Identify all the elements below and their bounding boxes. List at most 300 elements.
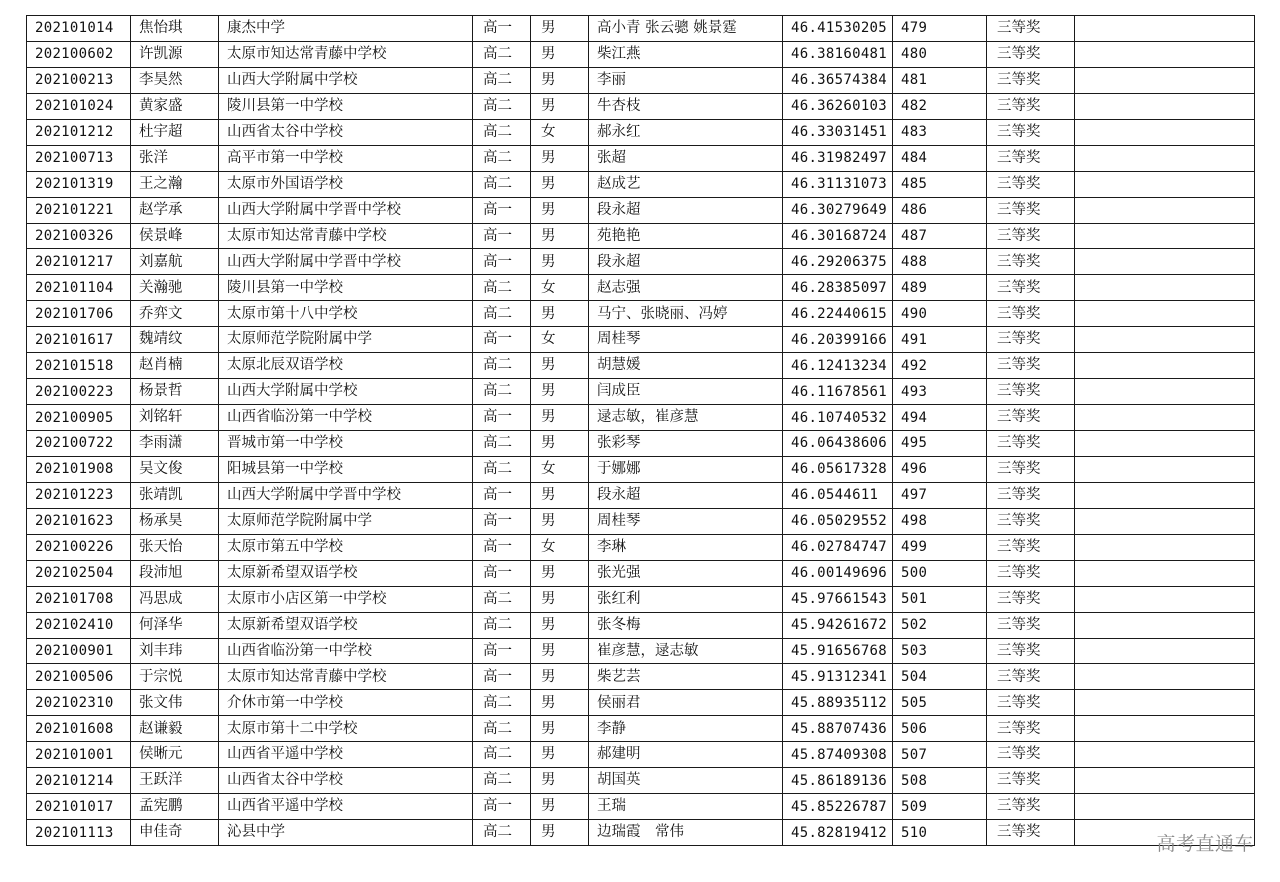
cell-gender: 男 [531,586,589,612]
cell-grade: 高一 [473,16,531,42]
cell-name: 赵肖楠 [131,353,219,379]
cell-score: 46.41530205 [783,16,893,42]
cell-id: 202100901 [27,638,131,664]
cell-gender: 女 [531,119,589,145]
cell-award: 三等奖 [987,93,1075,119]
cell-teacher: 郝永红 [589,119,783,145]
cell-award: 三等奖 [987,482,1075,508]
cell-grade: 高二 [473,119,531,145]
cell-school: 太原市知达常青藤中学校 [219,223,473,249]
cell-school: 太原市外国语学校 [219,171,473,197]
cell-name: 张洋 [131,145,219,171]
cell-name: 赵谦毅 [131,716,219,742]
cell-teacher: 边瑞霞 常伟 [589,820,783,846]
cell-school: 介休市第一中学校 [219,690,473,716]
cell-remark [1075,482,1255,508]
cell-score: 46.31131073 [783,171,893,197]
table-row [27,664,1255,690]
table-row [27,794,1255,820]
cell-gender: 男 [531,820,589,846]
cell-award: 三等奖 [987,768,1075,794]
cell-name: 刘嘉航 [131,249,219,275]
cell-award: 三等奖 [987,794,1075,820]
cell-remark [1075,16,1255,42]
cell-rank: 506 [893,716,987,742]
cell-name: 焦怡琪 [131,16,219,42]
cell-award: 三等奖 [987,249,1075,275]
cell-score: 45.88707436 [783,716,893,742]
cell-rank: 497 [893,482,987,508]
table-row [27,482,1255,508]
cell-score: 46.0544611 [783,482,893,508]
cell-remark [1075,249,1255,275]
cell-score: 46.05617328 [783,456,893,482]
cell-remark [1075,586,1255,612]
cell-teacher: 张光强 [589,560,783,586]
cell-teacher: 李静 [589,716,783,742]
cell-grade: 高二 [473,275,531,301]
cell-teacher: 柴江燕 [589,41,783,67]
cell-grade: 高一 [473,560,531,586]
cell-id: 202101017 [27,794,131,820]
cell-id: 202102504 [27,560,131,586]
cell-name: 刘铭轩 [131,405,219,431]
table-body [27,16,1255,846]
cell-rank: 503 [893,638,987,664]
cell-gender: 男 [531,223,589,249]
table-row [27,379,1255,405]
cell-name: 张靖凯 [131,482,219,508]
cell-school: 太原市第十八中学校 [219,301,473,327]
cell-award: 三等奖 [987,716,1075,742]
cell-award: 三等奖 [987,534,1075,560]
table-row [27,327,1255,353]
cell-teacher: 张红利 [589,586,783,612]
cell-name: 冯思成 [131,586,219,612]
cell-score: 46.10740532 [783,405,893,431]
cell-teacher: 李琳 [589,534,783,560]
cell-name: 段沛旭 [131,560,219,586]
cell-name: 何泽华 [131,612,219,638]
cell-remark [1075,560,1255,586]
cell-grade: 高二 [473,742,531,768]
cell-teacher: 苑艳艳 [589,223,783,249]
cell-grade: 高一 [473,249,531,275]
cell-id: 202100223 [27,379,131,405]
cell-grade: 高一 [473,508,531,534]
cell-school: 太原北辰双语学校 [219,353,473,379]
cell-remark [1075,197,1255,223]
cell-award: 三等奖 [987,171,1075,197]
cell-score: 45.86189136 [783,768,893,794]
cell-grade: 高一 [473,794,531,820]
cell-remark [1075,119,1255,145]
cell-school: 太原市第五中学校 [219,534,473,560]
cell-school: 山西大学附属中学校 [219,379,473,405]
cell-remark [1075,67,1255,93]
cell-score: 46.38160481 [783,41,893,67]
table-row [27,249,1255,275]
cell-grade: 高一 [473,534,531,560]
cell-rank: 499 [893,534,987,560]
cell-teacher: 逯志敏，崔彦慧 [589,405,783,431]
cell-id: 202100722 [27,431,131,457]
cell-school: 太原师范学院附属中学 [219,508,473,534]
cell-teacher: 闫成臣 [589,379,783,405]
cell-rank: 493 [893,379,987,405]
cell-teacher: 张超 [589,145,783,171]
cell-name: 李昊然 [131,67,219,93]
cell-teacher: 郝建明 [589,742,783,768]
cell-remark [1075,456,1255,482]
cell-gender: 男 [531,560,589,586]
cell-teacher: 张彩琴 [589,431,783,457]
cell-gender: 男 [531,612,589,638]
table-row [27,586,1255,612]
cell-grade: 高二 [473,820,531,846]
cell-remark [1075,508,1255,534]
cell-remark [1075,534,1255,560]
cell-award: 三等奖 [987,431,1075,457]
cell-remark [1075,664,1255,690]
table-row [27,612,1255,638]
cell-remark [1075,223,1255,249]
cell-rank: 508 [893,768,987,794]
cell-id: 202102410 [27,612,131,638]
cell-score: 46.29206375 [783,249,893,275]
cell-rank: 500 [893,560,987,586]
cell-award: 三等奖 [987,405,1075,431]
cell-gender: 男 [531,353,589,379]
cell-name: 赵学承 [131,197,219,223]
cell-rank: 483 [893,119,987,145]
cell-award: 三等奖 [987,16,1075,42]
cell-teacher: 李丽 [589,67,783,93]
results-table [26,15,1255,846]
cell-teacher: 牛杏枝 [589,93,783,119]
cell-rank: 502 [893,612,987,638]
cell-id: 202101708 [27,586,131,612]
cell-gender: 男 [531,197,589,223]
cell-score: 45.91312341 [783,664,893,690]
table-row [27,275,1255,301]
cell-teacher: 胡国英 [589,768,783,794]
cell-id: 202101212 [27,119,131,145]
cell-id: 202101319 [27,171,131,197]
cell-remark [1075,41,1255,67]
cell-gender: 男 [531,664,589,690]
table-row [27,431,1255,457]
cell-school: 太原师范学院附属中学 [219,327,473,353]
cell-teacher: 侯丽君 [589,690,783,716]
cell-name: 杨承昊 [131,508,219,534]
cell-remark [1075,716,1255,742]
cell-rank: 509 [893,794,987,820]
table-row [27,41,1255,67]
cell-score: 46.22440615 [783,301,893,327]
cell-grade: 高二 [473,41,531,67]
table-row [27,119,1255,145]
cell-id: 202101217 [27,249,131,275]
cell-id: 202100602 [27,41,131,67]
cell-grade: 高一 [473,664,531,690]
cell-gender: 女 [531,275,589,301]
cell-rank: 485 [893,171,987,197]
table-row [27,301,1255,327]
cell-id: 202101223 [27,482,131,508]
cell-name: 刘丰玮 [131,638,219,664]
cell-award: 三等奖 [987,145,1075,171]
cell-grade: 高一 [473,197,531,223]
table-row [27,16,1255,42]
cell-gender: 女 [531,456,589,482]
cell-gender: 男 [531,716,589,742]
table-row [27,67,1255,93]
cell-award: 三等奖 [987,690,1075,716]
cell-name: 王之瀚 [131,171,219,197]
table-row [27,508,1255,534]
cell-school: 山西省平遥中学校 [219,794,473,820]
cell-name: 关瀚驰 [131,275,219,301]
cell-id: 202101214 [27,768,131,794]
cell-remark [1075,431,1255,457]
cell-gender: 男 [531,249,589,275]
cell-award: 三等奖 [987,327,1075,353]
cell-rank: 507 [893,742,987,768]
cell-school: 高平市第一中学校 [219,145,473,171]
cell-gender: 男 [531,431,589,457]
cell-school: 陵川县第一中学校 [219,93,473,119]
cell-rank: 481 [893,67,987,93]
cell-gender: 男 [531,482,589,508]
cell-id: 202100213 [27,67,131,93]
cell-award: 三等奖 [987,301,1075,327]
cell-school: 山西省太谷中学校 [219,768,473,794]
cell-score: 46.06438606 [783,431,893,457]
cell-teacher: 赵成艺 [589,171,783,197]
cell-rank: 486 [893,197,987,223]
cell-name: 张文伟 [131,690,219,716]
cell-remark [1075,742,1255,768]
cell-school: 太原新希望双语学校 [219,560,473,586]
cell-score: 46.30168724 [783,223,893,249]
cell-id: 202101104 [27,275,131,301]
cell-name: 魏靖纹 [131,327,219,353]
cell-school: 山西省太谷中学校 [219,119,473,145]
cell-remark [1075,638,1255,664]
cell-grade: 高二 [473,431,531,457]
cell-rank: 494 [893,405,987,431]
table-row [27,145,1255,171]
cell-award: 三等奖 [987,612,1075,638]
cell-name: 杜宇超 [131,119,219,145]
cell-award: 三等奖 [987,197,1075,223]
cell-remark [1075,768,1255,794]
cell-award: 三等奖 [987,41,1075,67]
cell-teacher: 段永超 [589,482,783,508]
table-row [27,820,1255,846]
cell-gender: 女 [531,534,589,560]
cell-grade: 高二 [473,93,531,119]
table-row [27,171,1255,197]
cell-score: 46.30279649 [783,197,893,223]
cell-rank: 505 [893,690,987,716]
cell-remark [1075,327,1255,353]
cell-score: 46.20399166 [783,327,893,353]
cell-remark [1075,353,1255,379]
cell-gender: 男 [531,16,589,42]
cell-name: 吴文俊 [131,456,219,482]
cell-name: 乔弈文 [131,301,219,327]
table-row [27,93,1255,119]
cell-remark [1075,690,1255,716]
cell-teacher: 柴艺芸 [589,664,783,690]
cell-school: 山西大学附属中学晋中学校 [219,482,473,508]
cell-gender: 男 [531,67,589,93]
cell-name: 侯景峰 [131,223,219,249]
cell-rank: 480 [893,41,987,67]
table-row [27,197,1255,223]
cell-name: 于宗悦 [131,664,219,690]
cell-name: 杨景哲 [131,379,219,405]
cell-gender: 女 [531,327,589,353]
cell-gender: 男 [531,742,589,768]
cell-name: 王跃洋 [131,768,219,794]
watermark-text: 高考直通车 [1156,833,1254,855]
cell-school: 沁县中学 [219,820,473,846]
cell-gender: 男 [531,508,589,534]
cell-id: 202101908 [27,456,131,482]
table-row [27,690,1255,716]
cell-grade: 高二 [473,768,531,794]
cell-teacher: 马宁、张晓丽、冯婷 [589,301,783,327]
cell-remark [1075,93,1255,119]
cell-school: 山西大学附属中学晋中学校 [219,249,473,275]
cell-grade: 高二 [473,586,531,612]
cell-rank: 504 [893,664,987,690]
cell-teacher: 胡慧媛 [589,353,783,379]
cell-id: 202101014 [27,16,131,42]
cell-teacher: 段永超 [589,197,783,223]
cell-teacher: 周桂琴 [589,327,783,353]
cell-school: 山西省平遥中学校 [219,742,473,768]
table-row [27,405,1255,431]
cell-rank: 501 [893,586,987,612]
cell-award: 三等奖 [987,586,1075,612]
cell-id: 202101001 [27,742,131,768]
table-row [27,716,1255,742]
cell-score: 46.36260103 [783,93,893,119]
cell-name: 李雨潇 [131,431,219,457]
table-row [27,456,1255,482]
cell-id: 202101617 [27,327,131,353]
cell-score: 46.11678561 [783,379,893,405]
cell-id: 202102310 [27,690,131,716]
cell-name: 侯晰元 [131,742,219,768]
cell-score: 45.88935112 [783,690,893,716]
cell-school: 太原市小店区第一中学校 [219,586,473,612]
cell-gender: 男 [531,690,589,716]
cell-grade: 高二 [473,145,531,171]
cell-award: 三等奖 [987,119,1075,145]
cell-rank: 492 [893,353,987,379]
cell-id: 202101706 [27,301,131,327]
cell-grade: 高一 [473,223,531,249]
cell-school: 阳城县第一中学校 [219,456,473,482]
cell-gender: 男 [531,41,589,67]
cell-remark [1075,379,1255,405]
cell-school: 山西大学附属中学晋中学校 [219,197,473,223]
cell-name: 张天怡 [131,534,219,560]
table-row [27,353,1255,379]
cell-teacher: 赵志强 [589,275,783,301]
cell-gender: 男 [531,794,589,820]
cell-remark [1075,612,1255,638]
cell-rank: 488 [893,249,987,275]
table-row [27,560,1255,586]
cell-grade: 高二 [473,716,531,742]
cell-school: 康杰中学 [219,16,473,42]
cell-score: 46.31982497 [783,145,893,171]
cell-rank: 491 [893,327,987,353]
cell-grade: 高二 [473,612,531,638]
cell-award: 三等奖 [987,638,1075,664]
cell-score: 46.33031451 [783,119,893,145]
cell-teacher: 王瑞 [589,794,783,820]
cell-award: 三等奖 [987,742,1075,768]
cell-grade: 高一 [473,327,531,353]
cell-school: 太原市第十二中学校 [219,716,473,742]
cell-award: 三等奖 [987,275,1075,301]
cell-score: 46.36574384 [783,67,893,93]
cell-grade: 高二 [473,379,531,405]
cell-gender: 男 [531,405,589,431]
cell-grade: 高二 [473,690,531,716]
cell-rank: 510 [893,820,987,846]
cell-id: 202100905 [27,405,131,431]
cell-grade: 高二 [473,456,531,482]
cell-school: 山西大学附属中学校 [219,67,473,93]
cell-name: 申佳奇 [131,820,219,846]
cell-grade: 高一 [473,638,531,664]
cell-remark [1075,145,1255,171]
cell-rank: 482 [893,93,987,119]
cell-rank: 498 [893,508,987,534]
cell-remark [1075,275,1255,301]
cell-award: 三等奖 [987,67,1075,93]
cell-remark [1075,171,1255,197]
cell-gender: 男 [531,768,589,794]
table-row [27,223,1255,249]
cell-remark [1075,405,1255,431]
cell-grade: 高二 [473,353,531,379]
cell-rank: 495 [893,431,987,457]
cell-rank: 490 [893,301,987,327]
cell-id: 202101623 [27,508,131,534]
cell-grade: 高一 [473,405,531,431]
table-row [27,768,1255,794]
cell-gender: 男 [531,638,589,664]
cell-score: 45.87409308 [783,742,893,768]
cell-score: 45.85226787 [783,794,893,820]
cell-award: 三等奖 [987,560,1075,586]
cell-teacher: 崔彦慧，逯志敏 [589,638,783,664]
cell-school: 晋城市第一中学校 [219,431,473,457]
table-row [27,638,1255,664]
cell-grade: 高二 [473,67,531,93]
cell-rank: 489 [893,275,987,301]
cell-school: 山西省临汾第一中学校 [219,405,473,431]
